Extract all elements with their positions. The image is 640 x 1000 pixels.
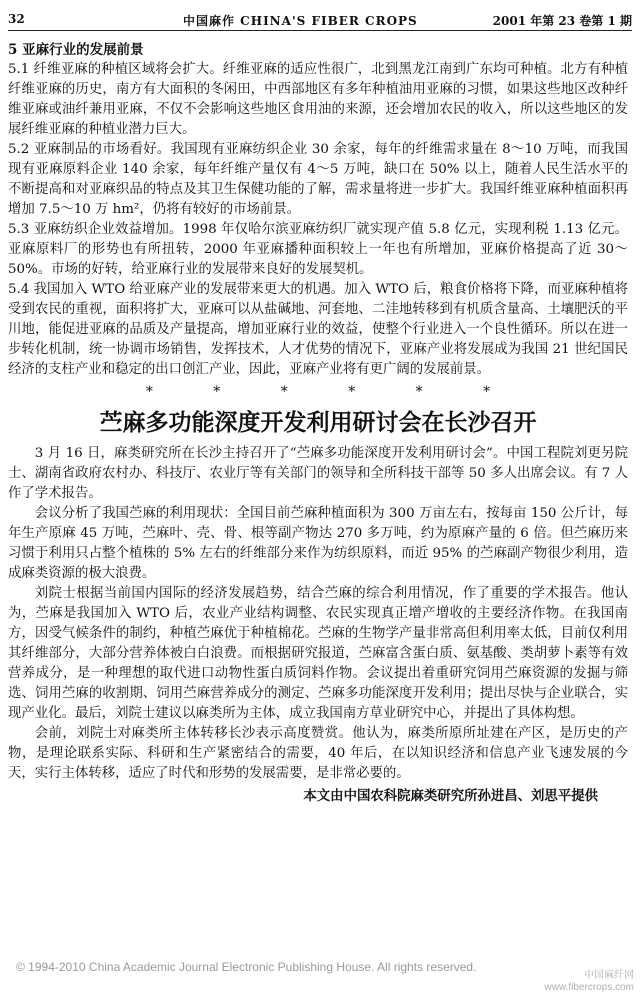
section-heading: 5 亚麻行业的发展前景 bbox=[8, 42, 144, 58]
paragraph-5-1: 5.1 纤维亚麻的种植区域将会扩大。纤维亚麻的适应性很广，北到黑龙江南到广东均可种植。北方有种植纤维亚麻的历史，南方有大面积的冬闲田，中西部地区有多年种植油用亚麻的习惯，如果这些地区改种纤维亚麻或油纤兼用亚麻，不仅不会影响这些地区食用油的来源，还会增加农民的收入，所以这些地区的发展纤维亚麻的种植业潜力巨大。 bbox=[8, 62, 628, 137]
issue-info: 2001 年第 23 卷第 1 期 bbox=[492, 14, 632, 28]
article-paragraph: 会议分析了我国苎麻的利用现状：全国目前苎麻种植面积为 300 万亩左右，按每亩 150 公斤计，每年生产原麻 45 万吨，苎麻叶、壳、骨、根等副产物达 270 多万吨，约为原麻产量的 6 倍。但苎麻历来习惯于利用只占整个植株的 5% 左右的纤维部分来作为纺织原料，而近 95% 的苎麻副产物很少利用，造成麻类资源的极大浪费。 bbox=[8, 506, 628, 581]
watermark-line: www.fibercrops.com bbox=[544, 982, 634, 993]
article-paragraph: 会前，刘院士对麻类所主体转移长沙表示高度赞赏。他认为，麻类所原所址建在产区，是历史的产物，是理论联系实际、科研和生产紧密结合的需要，40 年后，在以知识经济和信息产业飞速发展的今天，实行主体转移，适应了时代和形势的发展需要，是非常必要的。 bbox=[8, 726, 628, 781]
watermark-line: 中国麻纤网 bbox=[584, 970, 634, 981]
page-number: 32 bbox=[8, 12, 25, 26]
paragraph-5-3: 5.3 亚麻纺织企业效益增加。1998 年仅哈尔滨亚麻纺织厂就实现产值 5.8 亿元，实现利税 1.13 亿元。亚麻原料厂的形势也有所扭转，2000 年亚麻播种面积较上一年也有所增加，亚麻价格提高了近 30～50%。市场的好转，给亚麻行业的发展带来良好的发展契机。 bbox=[8, 222, 628, 277]
paragraph-5-2: 5.2 亚麻制品的市场看好。我国现有亚麻纺织企业 30 余家，每年的纤维需求量在 8～10 万吨，而我国现有亚麻原料企业 140 余家，每年纤维产量仅有 4～5 万吨，缺口在 50% 以上，随着人民生活水平的不断提高和对亚麻织品的特点及其卫生保健功能的了解，需求量将进一步扩大。我国纤维亚麻种植面积再增加 7.5～10 万 hm²，仍将有较好的市场前景。 bbox=[8, 142, 628, 217]
journal-name: 中国麻作 CHINA'S FIBER CROPS bbox=[183, 14, 418, 28]
page-content bbox=[8, 40, 628, 806]
page-header bbox=[8, 8, 632, 31]
article-paragraph: 3 月 16 日，麻类研究所在长沙主持召开了“苎麻多功能深度开发利用研讨会”。中国工程院刘更另院士、湖南省政府农村办、科技厅、农业厅等有关部门的领导和全所科技干部等 50 多人出席会议。有 7 人作了学术报告。 bbox=[8, 446, 628, 501]
copyright-footer: © 1994-2010 China Academic Journal Electronic Publishing House. All rights reserved. bbox=[16, 960, 477, 974]
article-title: 苎麻多功能深度开发利用研讨会在长沙召开 bbox=[99, 410, 537, 436]
section-separator: * * * * * * bbox=[145, 384, 519, 400]
article-paragraph: 刘院士根据当前国内国际的经济发展趋势，结合苎麻的综合利用情况，作了重要的学术报告。他认为，苎麻是我国加入 WTO 后，农业产业结构调整、农民实现真正增产增收的主要经济作物。在我国南方，因受气候条件的制约，种植苎麻优于种植棉花。苎麻的生物学产量非常高但利用率太低，目前仅利用其纤维部分，大部分营养体被白白浪费。而根据研究报道，苎麻富含蛋白质、氨基酸、类胡萝卜素等有效营养成分，是一种理想的取代进口动物性蛋白质饲料作物。会议提出着重研究饲用苎麻资源的发掘与筛选、饲用苎麻的收割期、饲用苎麻营养成分的测定、苎麻多功能深度开发利用；提出尽快与企业联合，实现产业化。最后，刘院士建议以麻类所为主体，成立我国南方草业研究中心，并提出了具体构想。 bbox=[8, 586, 628, 721]
site-watermark bbox=[545, 970, 634, 994]
article-credit: 本文由中国农科院麻类研究所孙进昌、刘思平提供 bbox=[303, 788, 598, 804]
paragraph-5-4: 5.4 我国加入 WTO 给亚麻产业的发展带来更大的机遇。加入 WTO 后，粮食价格将下降，而亚麻种植将受到农民的重视，面积将扩大，亚麻可以从盐碱地、河套地、二洼地转移到有机质含量高、土壤肥沃的平川地，能促进亚麻的品质及产量提高，增加亚麻行业的效益，使整个行业进入一个良性循环。所以在进一步转化机制，统一协调市场销售，发挥技术，人才优势的情况下，亚麻产业将发展成为我国 21 世纪国民经济的支柱产业和稳定的出口创汇产业，因此，亚麻产业将有更广阔的发展前景。 bbox=[8, 282, 628, 377]
